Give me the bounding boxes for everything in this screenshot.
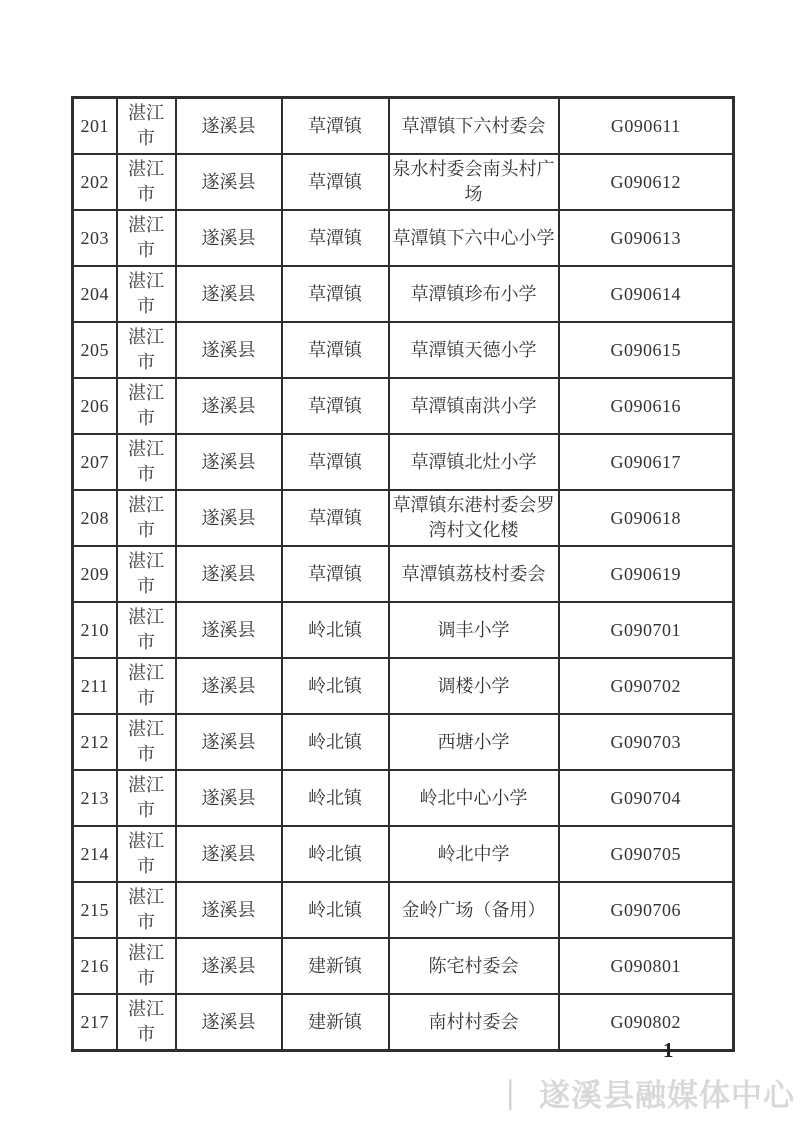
cell-city: 湛江市 xyxy=(117,938,176,994)
cell-code: G090703 xyxy=(559,714,734,770)
cell-code: G090615 xyxy=(559,322,734,378)
cell-code: G090706 xyxy=(559,882,734,938)
table-row xyxy=(73,658,734,714)
table-row xyxy=(73,602,734,658)
cell-city: 湛江市 xyxy=(117,658,176,714)
cell-town: 草潭镇 xyxy=(282,210,389,266)
cell-code: G090612 xyxy=(559,154,734,210)
cell-county: 遂溪县 xyxy=(176,378,282,434)
cell-code: G090704 xyxy=(559,770,734,826)
cell-code: G090705 xyxy=(559,826,734,882)
cell-city: 湛江市 xyxy=(117,994,176,1051)
cell-location: 草潭镇天德小学 xyxy=(389,322,559,378)
cell-town: 岭北镇 xyxy=(282,882,389,938)
cell-county: 遂溪县 xyxy=(176,826,282,882)
cell-town: 草潭镇 xyxy=(282,490,389,546)
cell-city: 湛江市 xyxy=(117,882,176,938)
cell-seq: 213 xyxy=(73,770,117,826)
cell-seq: 212 xyxy=(73,714,117,770)
cell-city: 湛江市 xyxy=(117,98,176,155)
cell-seq: 216 xyxy=(73,938,117,994)
cell-city: 湛江市 xyxy=(117,602,176,658)
cell-seq: 209 xyxy=(73,546,117,602)
table-row xyxy=(73,546,734,602)
cell-town: 草潭镇 xyxy=(282,98,389,155)
cell-county: 遂溪县 xyxy=(176,210,282,266)
cell-town: 建新镇 xyxy=(282,994,389,1051)
table-row xyxy=(73,938,734,994)
cell-location: 岭北中心小学 xyxy=(389,770,559,826)
cell-county: 遂溪县 xyxy=(176,322,282,378)
cell-city: 湛江市 xyxy=(117,826,176,882)
cell-location: 调楼小学 xyxy=(389,658,559,714)
cell-county: 遂溪县 xyxy=(176,770,282,826)
cell-city: 湛江市 xyxy=(117,322,176,378)
cell-code: G090613 xyxy=(559,210,734,266)
cell-county: 遂溪县 xyxy=(176,434,282,490)
cell-county: 遂溪县 xyxy=(176,938,282,994)
cell-location: 岭北中学 xyxy=(389,826,559,882)
cell-seq: 202 xyxy=(73,154,117,210)
cell-seq: 206 xyxy=(73,378,117,434)
cell-city: 湛江市 xyxy=(117,714,176,770)
watermark-bar-icon: 丨 xyxy=(495,1076,527,1116)
cell-town: 草潭镇 xyxy=(282,378,389,434)
cell-town: 草潭镇 xyxy=(282,322,389,378)
cell-town: 草潭镇 xyxy=(282,434,389,490)
cell-seq: 201 xyxy=(73,98,117,155)
table-row xyxy=(73,826,734,882)
cell-town: 岭北镇 xyxy=(282,602,389,658)
cell-location: 西塘小学 xyxy=(389,714,559,770)
table-row xyxy=(73,490,734,546)
watermark-text: 遂溪县融媒体中心 xyxy=(539,1078,795,1113)
cell-location: 陈宅村委会 xyxy=(389,938,559,994)
cell-town: 草潭镇 xyxy=(282,546,389,602)
cell-county: 遂溪县 xyxy=(176,882,282,938)
cell-seq: 205 xyxy=(73,322,117,378)
cell-location: 草潭镇下六中心小学 xyxy=(389,210,559,266)
cell-location: 调丰小学 xyxy=(389,602,559,658)
table-row xyxy=(73,434,734,490)
cell-town: 岭北镇 xyxy=(282,658,389,714)
cell-town: 建新镇 xyxy=(282,938,389,994)
cell-code: G090701 xyxy=(559,602,734,658)
cell-county: 遂溪县 xyxy=(176,546,282,602)
cell-code: G090802 xyxy=(559,994,734,1051)
cell-seq: 217 xyxy=(73,994,117,1051)
cell-town: 岭北镇 xyxy=(282,714,389,770)
cell-county: 遂溪县 xyxy=(176,714,282,770)
table-row xyxy=(73,322,734,378)
cell-seq: 203 xyxy=(73,210,117,266)
cell-code: G090702 xyxy=(559,658,734,714)
cell-code: G090618 xyxy=(559,490,734,546)
page-number: 1 xyxy=(663,1038,674,1062)
cell-county: 遂溪县 xyxy=(176,658,282,714)
cell-code: G090611 xyxy=(559,98,734,155)
cell-location: 金岭广场（备用） xyxy=(389,882,559,938)
cell-seq: 211 xyxy=(73,658,117,714)
table-row xyxy=(73,882,734,938)
cell-city: 湛江市 xyxy=(117,210,176,266)
cell-code: G090616 xyxy=(559,378,734,434)
cell-location: 草潭镇珍布小学 xyxy=(389,266,559,322)
cell-location: 草潭镇荔枝村委会 xyxy=(389,546,559,602)
table-row xyxy=(73,98,734,155)
cell-seq: 207 xyxy=(73,434,117,490)
cell-city: 湛江市 xyxy=(117,770,176,826)
cell-county: 遂溪县 xyxy=(176,154,282,210)
cell-county: 遂溪县 xyxy=(176,266,282,322)
cell-city: 湛江市 xyxy=(117,266,176,322)
cell-location: 草潭镇东港村委会罗湾村文化楼 xyxy=(389,490,559,546)
cell-seq: 215 xyxy=(73,882,117,938)
cell-seq: 214 xyxy=(73,826,117,882)
cell-town: 草潭镇 xyxy=(282,266,389,322)
cell-seq: 204 xyxy=(73,266,117,322)
cell-location: 草潭镇北灶小学 xyxy=(389,434,559,490)
watermark xyxy=(495,1070,795,1115)
table-row xyxy=(73,210,734,266)
table-row xyxy=(73,994,734,1051)
cell-location: 草潭镇下六村委会 xyxy=(389,98,559,155)
table-row xyxy=(73,770,734,826)
cell-code: G090617 xyxy=(559,434,734,490)
cell-location: 泉水村委会南头村广场 xyxy=(389,154,559,210)
cell-town: 草潭镇 xyxy=(282,154,389,210)
cell-code: G090801 xyxy=(559,938,734,994)
cell-county: 遂溪县 xyxy=(176,490,282,546)
cell-seq: 208 xyxy=(73,490,117,546)
cell-location: 草潭镇南洪小学 xyxy=(389,378,559,434)
table-row xyxy=(73,714,734,770)
cell-code: G090614 xyxy=(559,266,734,322)
cell-seq: 210 xyxy=(73,602,117,658)
cell-location: 南村村委会 xyxy=(389,994,559,1051)
cell-town: 岭北镇 xyxy=(282,770,389,826)
cell-city: 湛江市 xyxy=(117,378,176,434)
cell-county: 遂溪县 xyxy=(176,994,282,1051)
cell-code: G090619 xyxy=(559,546,734,602)
table-row xyxy=(73,154,734,210)
cell-county: 遂溪县 xyxy=(176,98,282,155)
table-body xyxy=(73,98,734,1051)
cell-county: 遂溪县 xyxy=(176,602,282,658)
table-row xyxy=(73,266,734,322)
cell-city: 湛江市 xyxy=(117,434,176,490)
cell-city: 湛江市 xyxy=(117,546,176,602)
cell-city: 湛江市 xyxy=(117,490,176,546)
polling-stations-table xyxy=(71,96,735,1052)
cell-city: 湛江市 xyxy=(117,154,176,210)
cell-town: 岭北镇 xyxy=(282,826,389,882)
table-row xyxy=(73,378,734,434)
